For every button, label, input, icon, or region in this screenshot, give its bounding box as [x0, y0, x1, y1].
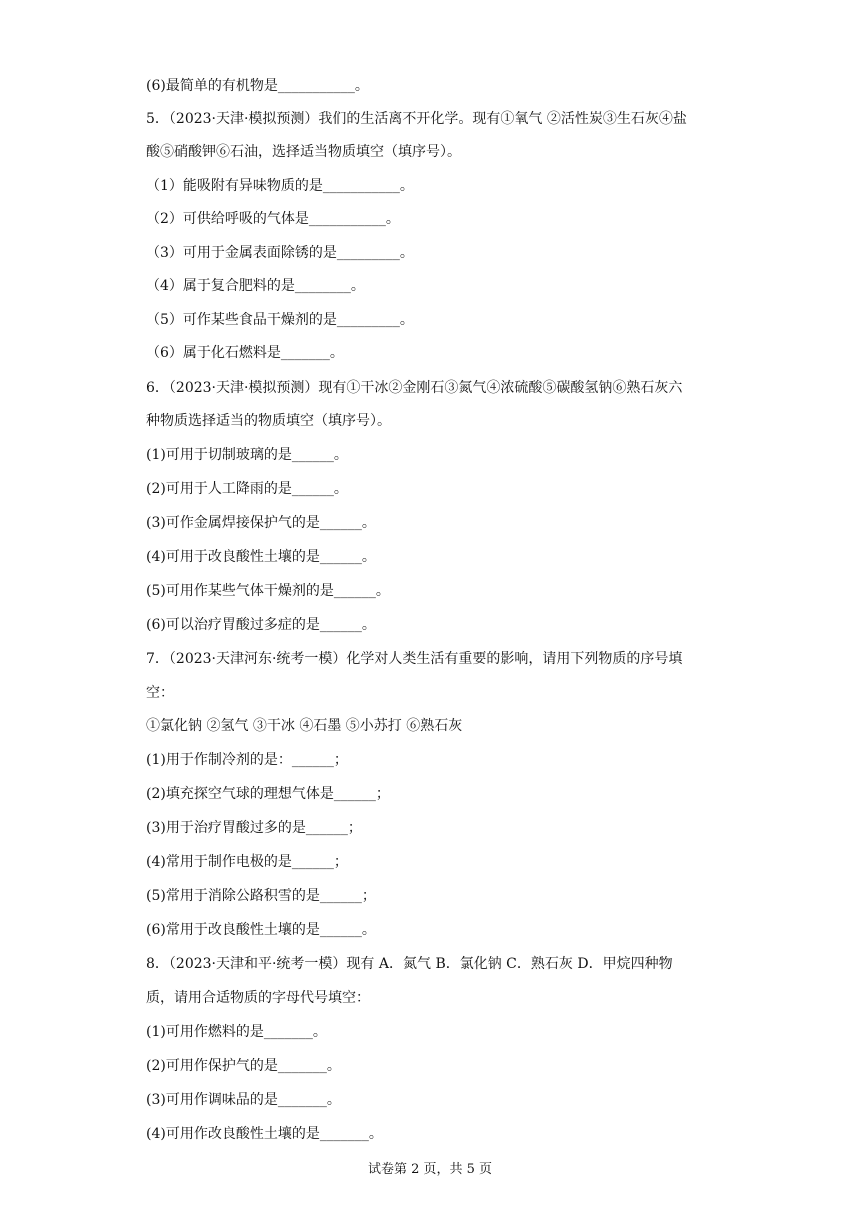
q5-item-5: （5）可作某些食品干燥剂的是_________。	[146, 312, 414, 328]
page-footer: 试卷第 2 页，共 5 页	[367, 1162, 493, 1177]
q7-item-3: (3)用于治疗胃酸过多的是______；	[146, 820, 362, 836]
q8-item-1: (1)可用作燃料的是_______。	[146, 1024, 327, 1040]
q7-options: ①氯化钠 ②氢气 ③干冰 ④石墨 ⑤小苏打 ⑥熟石灰	[146, 718, 463, 734]
q5-stem-line-2: 酸⑤硝酸钾⑥石油，选择适当物质填空（填序号）。	[146, 144, 461, 160]
q7-item-2: (2)填充探空气球的理想气体是______；	[146, 786, 390, 802]
q5-item-3: （3）可用于金属表面除锈的是_________。	[146, 245, 414, 261]
q8-stem-line-1: 8．（2023·天津和平·统考一模）现有 A．氮气 B．氯化钠 C．熟石灰 D．甲烷四种物	[146, 956, 673, 972]
q5-item-6: （6）属于化石燃料是_______。	[146, 345, 344, 361]
q4-item-6: (6)最简单的有机物是___________。	[146, 78, 369, 94]
q6-item-2: (2)可用于人工降雨的是______。	[146, 481, 348, 497]
q5-item-1: （1）能吸附有异味物质的是___________。	[146, 178, 414, 194]
q8-item-3: (3)可用作调味品的是_______。	[146, 1092, 341, 1108]
q8-item-2: (2)可用作保护气的是_______。	[146, 1058, 341, 1074]
q6-item-5: (5)可用作某些气体干燥剂的是______。	[146, 583, 390, 599]
q7-item-6: (6)常用于改良酸性土壤的是______。	[146, 922, 376, 938]
q6-item-3: (3)可作金属焊接保护气的是______。	[146, 515, 376, 531]
q7-item-5: (5)常用于消除公路积雪的是______；	[146, 888, 376, 904]
q8-stem-line-2: 质，请用合适物质的字母代号填空：	[146, 990, 370, 1006]
q6-stem-line-2: 种物质选择适当的物质填空（填序号）。	[146, 413, 391, 429]
q5-item-4: （4）属于复合肥料的是________。	[146, 278, 365, 294]
q8-item-4: (4)可用作改良酸性土壤的是_______。	[146, 1126, 383, 1142]
q6-stem-line-1: 6．（2023·天津·模拟预测）现有①干冰②金刚石③氮气④浓硫酸⑤碳酸氢钠⑥熟石灰六	[146, 380, 683, 396]
q5-item-2: （2）可供给呼吸的气体是___________。	[146, 211, 400, 227]
q7-item-4: (4)常用于制作电极的是______；	[146, 854, 348, 870]
q5-stem-line-1: 5．（2023·天津·模拟预测）我们的生活离不开化学。现有①氧气 ②活性炭③生石灰④盐	[146, 111, 687, 127]
q6-item-1: (1)可用于切制玻璃的是______。	[146, 447, 348, 463]
q7-item-1: (1)用于作制冷剂的是：______；	[146, 752, 348, 768]
q7-stem-line-2: 空：	[146, 685, 174, 701]
q6-item-4: (4)可用于改良酸性土壤的是______。	[146, 549, 376, 565]
q6-item-6: (6)可以治疗胃酸过多症的是______。	[146, 617, 376, 633]
q7-stem-line-1: 7．（2023·天津河东·统考一模）化学对人类生活有重要的影响，请用下列物质的序号填	[146, 651, 683, 667]
